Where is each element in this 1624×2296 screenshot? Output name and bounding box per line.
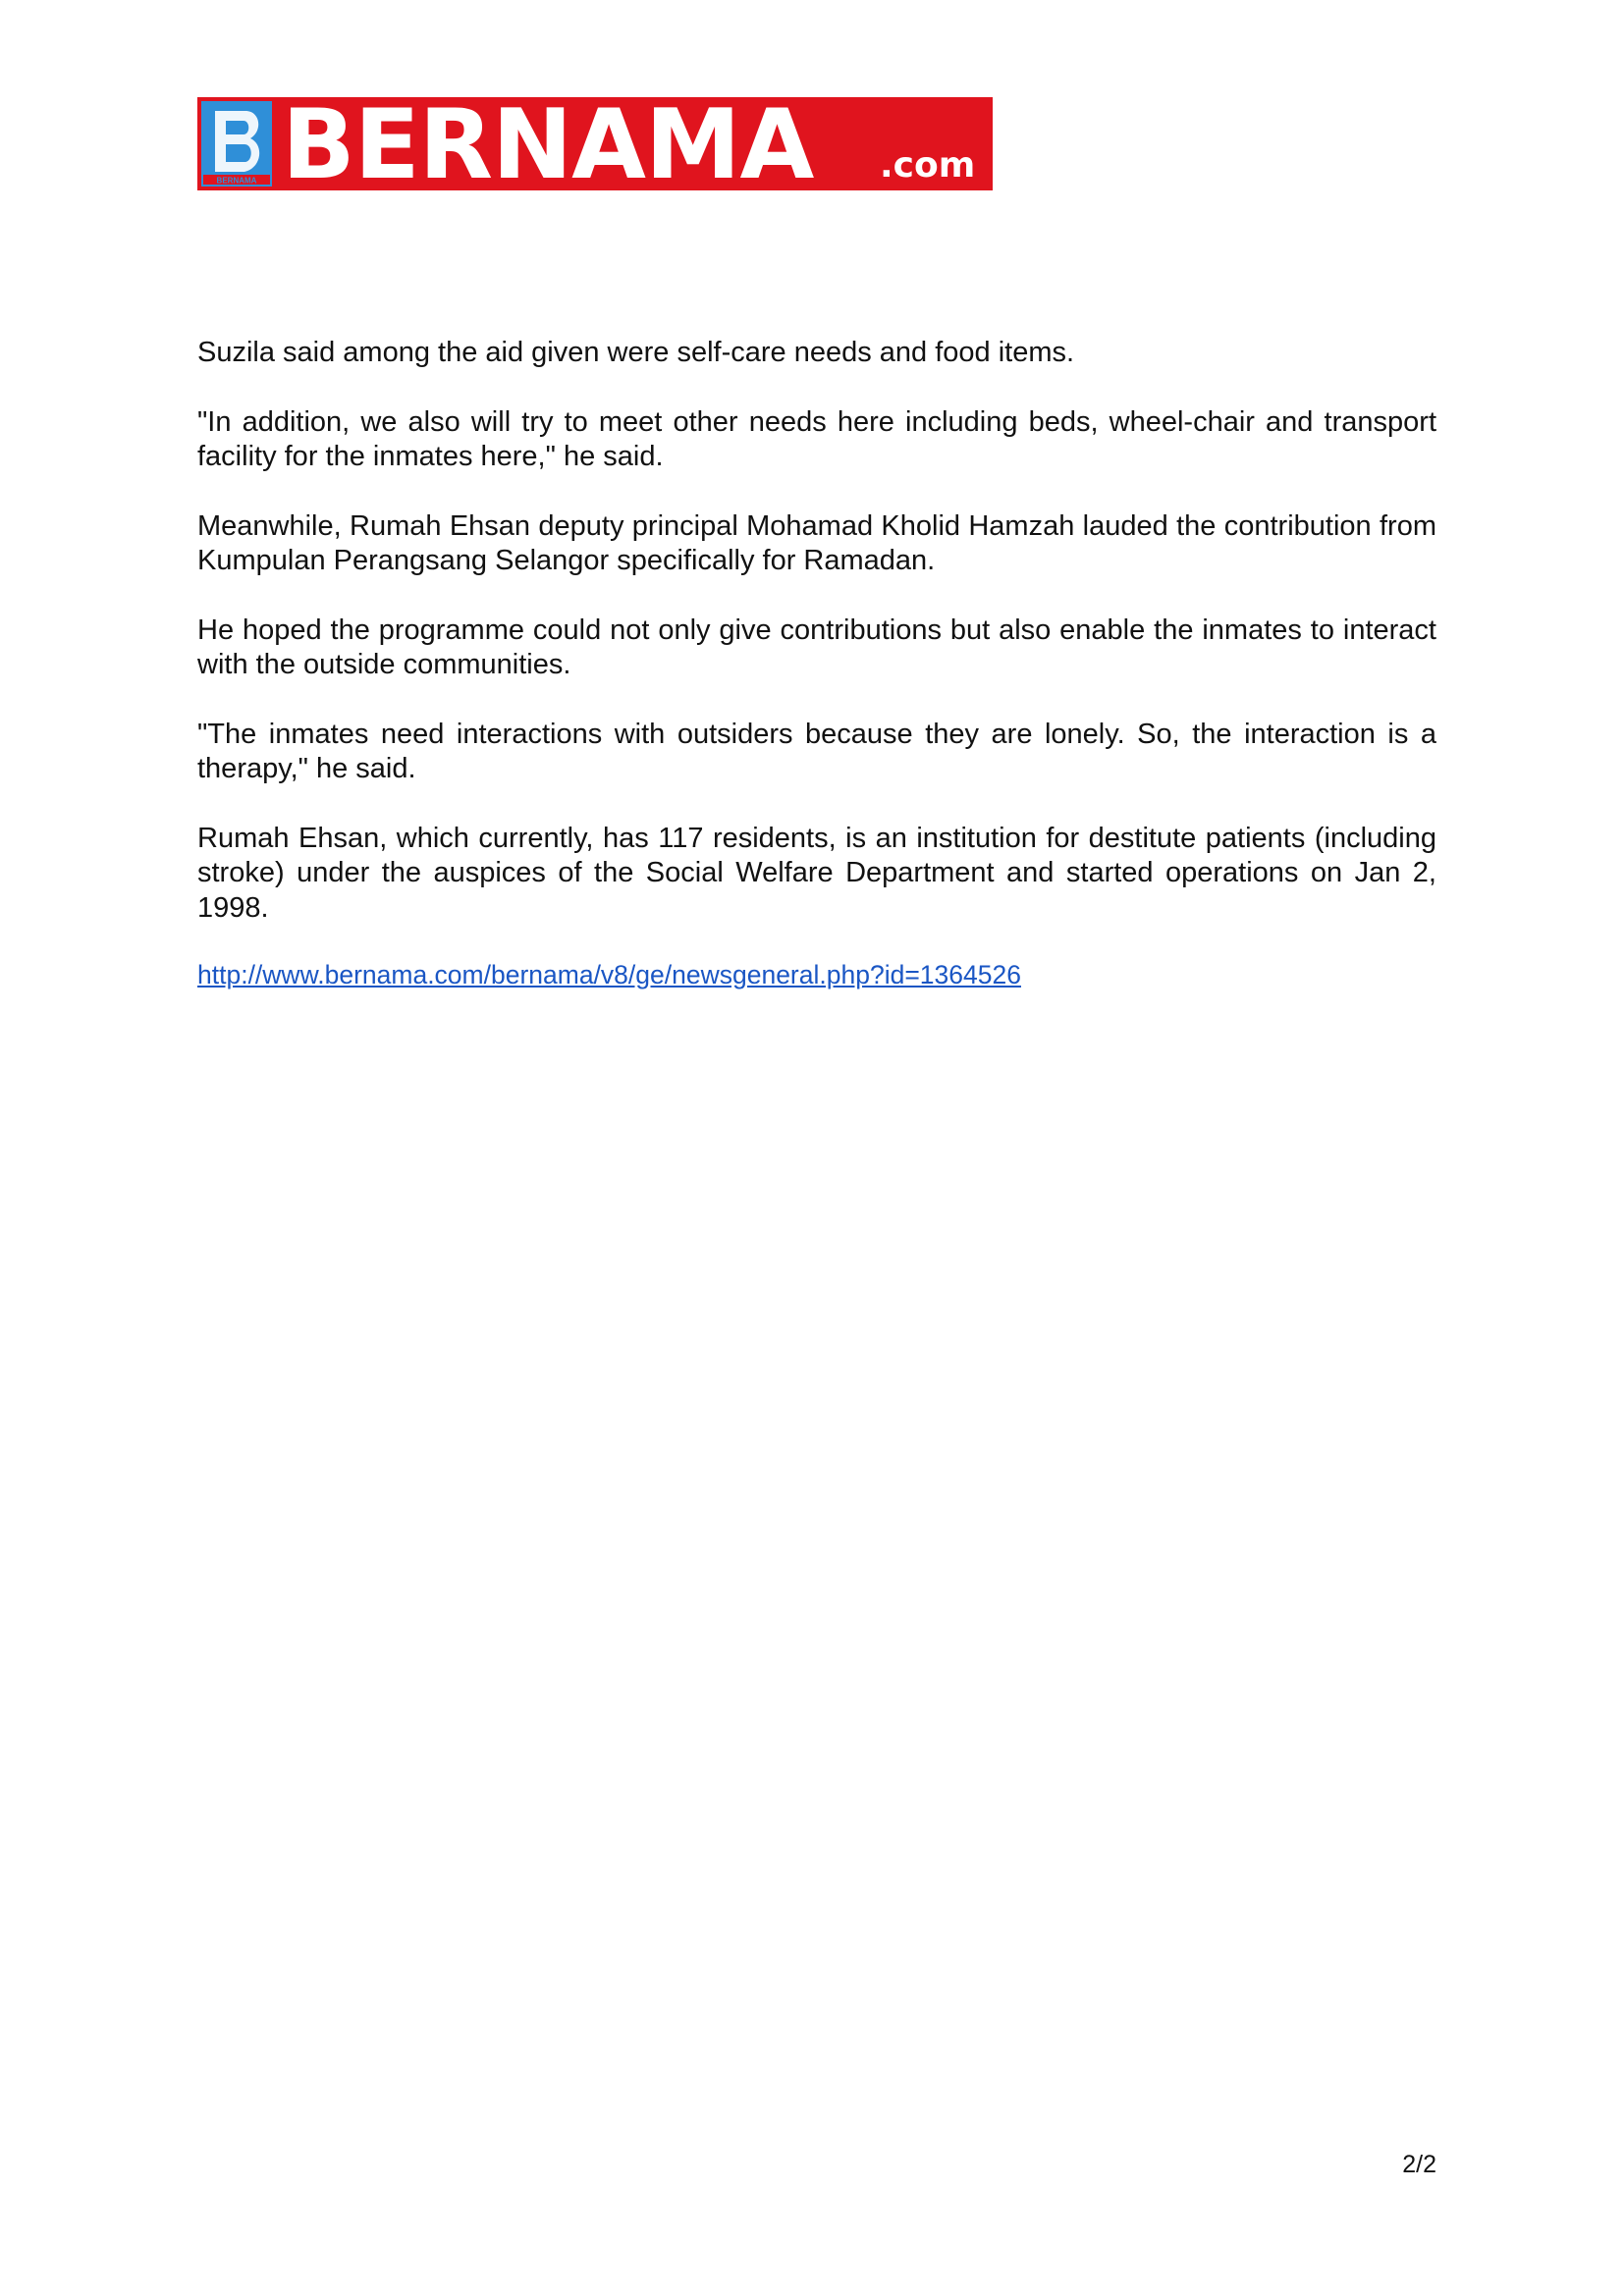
article-paragraph: Rumah Ehsan, which currently, has 117 residents, is an institution for destitute patients (including stroke) under the auspices of the Social Welfare Department and started operations on Jan 2, 1998. xyxy=(197,822,1436,924)
logo-mark-text: BERNAMA xyxy=(216,176,257,186)
article-body xyxy=(197,336,1436,990)
page-number: 2/2 xyxy=(1402,2151,1436,2178)
article-paragraph: He hoped the programme could not only give contributions but also enable the inmates to interact with the outside communities. xyxy=(197,614,1436,680)
article-paragraph: "The inmates need interactions with outsiders because they are lonely. So, the interaction is a therapy," he said. xyxy=(197,718,1436,784)
bernama-logo xyxy=(197,97,993,190)
source-link[interactable]: http://www.bernama.com/bernama/v8/ge/newsgeneral.php?id=1364526 xyxy=(197,960,1021,989)
logo-domain-suffix: .com xyxy=(880,145,976,186)
bernama-b-logo-icon xyxy=(201,101,272,187)
article-paragraph: Meanwhile, Rumah Ehsan deputy principal Mohamad Kholid Hamzah lauded the contribution from Kumpulan Perangsang Selangor specifically for Ramadan. xyxy=(197,509,1436,576)
article-paragraph: "In addition, we also will try to meet other needs here including beds, wheel-chair and transport facility for the inmates here," he said. xyxy=(197,405,1436,472)
logo-wordmark: BERNAMA xyxy=(282,97,814,190)
article-paragraph: Suzila said among the aid given were self-care needs and food items. xyxy=(197,337,1075,368)
